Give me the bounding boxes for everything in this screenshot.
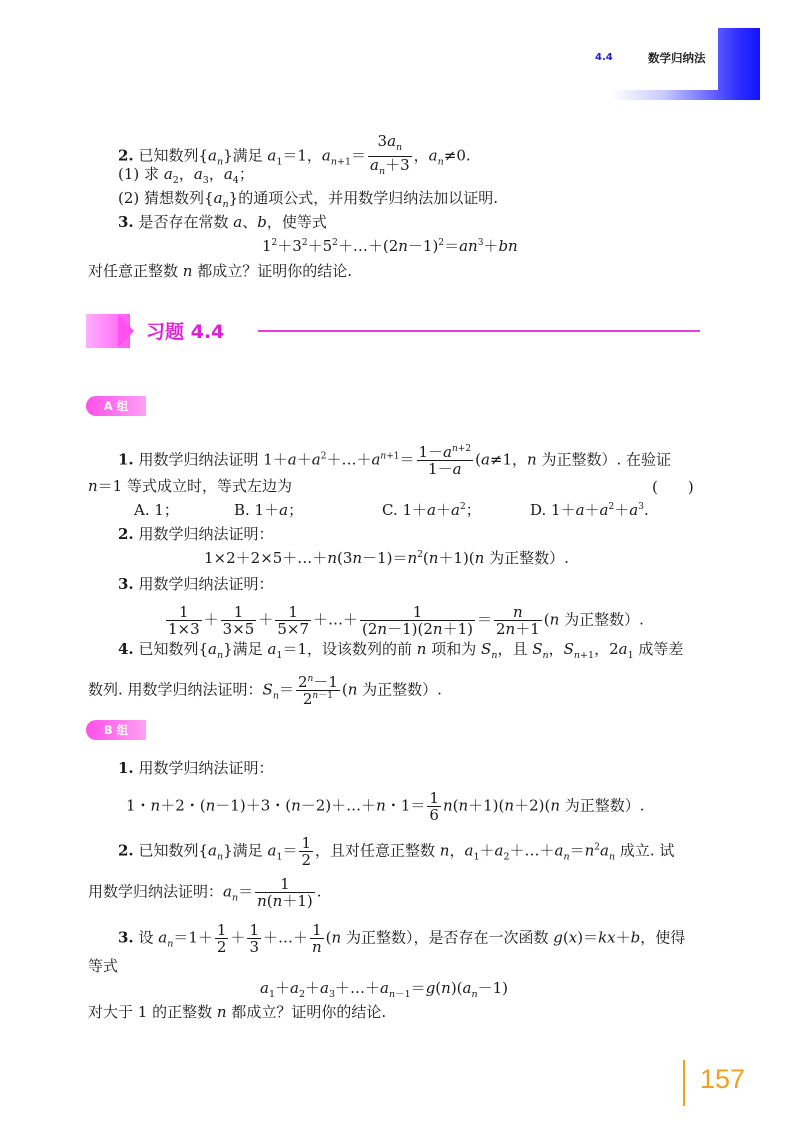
b-q2-line: 2. 已知数列$\{a_n\}$满足 $a_1=$ $\frac{1}{2}$ ，且对任意正整数 n，$a_1+a_2+\dots+a_n=n^2a_n$ 成立. 试 xyxy=(118,834,675,869)
b-q3-after: 对大于 1 的正整数 n 都成立？证明你的结论. xyxy=(88,1003,387,1021)
b-q3-line: 3. 设 $a_n=1+$ $\frac{1}{2}$ ＋ $\frac{1}{3}$ ＋…＋ $\frac{1}{n}$ (n 为正整数），是否存在一次函数 g(x)＝kx＋b，使得 xyxy=(118,921,686,956)
a-q2-line: 2. 用数学归纳法证明： xyxy=(118,525,274,543)
sn-fraction: $\frac{2^n-1}{2^{n-1}}$ xyxy=(297,673,338,708)
group-b-tag: B 组 xyxy=(86,720,146,740)
section-title-rule xyxy=(258,330,700,332)
prev-q3-after: 对任意正整数 n 都成立？证明你的结论. xyxy=(88,262,353,280)
prev-q2-sub1: (1) 求 $a_2$，$a_3$，$a_4$； xyxy=(118,165,254,186)
a-q1-answer-bracket: ( ) xyxy=(652,478,694,496)
a-q1-line2: n＝1 等式成立时，等式左边为 xyxy=(88,477,292,495)
b-q3-equation: $a_1+a_2+a_3+\dots+a_{n-1}=g(n)(a_n-1)$ xyxy=(260,979,509,1000)
prev-q3-line: 3. 是否存在常数 a、b，使等式 xyxy=(118,213,327,231)
a-q3-line: 3. 用数学归纳法证明： xyxy=(118,575,274,593)
a-q1-option-b: B. 1＋a； xyxy=(234,501,304,519)
group-a-tag: A 组 xyxy=(86,396,146,416)
b-q1-number: 1. xyxy=(118,759,134,777)
prev-q2-number: 2. xyxy=(118,146,134,165)
a-q4-line2: 数列. 用数学归纳法证明：$S_n=$ $\frac{2^n-1}{2^{n-1}}$ (n 为正整数）. xyxy=(88,673,442,708)
page-number-rule xyxy=(683,1060,685,1106)
section-banner-arrow xyxy=(118,314,134,348)
page-number: 157 xyxy=(700,1064,746,1094)
b-q1-line: 1. 用数学归纳法证明： xyxy=(118,759,274,777)
a-q1-number: 1. xyxy=(118,450,134,469)
a-q1-option-d: D. $1+a+a^2+a^3$. xyxy=(530,501,649,519)
a-q2-number: 2. xyxy=(118,525,134,543)
a-q3-equation: $\frac{1}{1\times 3}$ ＋ $\frac{1}{3\times 5}$ ＋ $\frac{1}{5\times 7}$ ＋…＋ $\frac{1}{(2n-1)(2n+1)}$ ＝ $\frac{n}{2n+1}$ (n 为正整数）. xyxy=(168,603,644,638)
prev-q2-sub2: (2) 猜想数列$\{a_n\}$的通项公式，并用数学归纳法加以证明. xyxy=(118,189,498,210)
header-section-title: 数学归纳法 xyxy=(648,51,706,65)
header-section-number: 4.4 xyxy=(595,52,613,63)
a-q4-number: 4. xyxy=(118,640,134,658)
a-q2-equation: $1\times 2+2\times 5+\dots+n(3n-1)=n^2(n+1)(n$ 为正整数）. xyxy=(204,549,569,567)
prev-q3-number: 3. xyxy=(118,213,134,231)
prev-q3-equation: $1^2+3^2+5^2+\dots+(2n-1)^2=an^3+bn$ xyxy=(262,237,518,255)
geometric-sum-fraction: $\frac{1-a^{n+2}}{1-a}$ xyxy=(418,443,472,478)
b-q1-equation: 1・n＋2・(n－1)＋3・(n－2)＋…＋n・1＝ $\frac{1}{6}$ n(n＋1)(n＋2)(n 为正整数）. xyxy=(126,789,645,824)
a-q1-option-c: C. $1+a+a^2$； xyxy=(382,501,481,519)
prev-q2-line: 2. 已知数列$\{a_n\}$满足 $a_1=1$，$a_{n+1}=$ $\frac{3a_n}{a_n+3}$ ，$a_n\ne 0$. xyxy=(118,133,471,180)
a-q4-line: 4. 已知数列$\{a_n\}$满足 $a_1=1$，设该数列的前 n 项和为 $S_n$，且 $S_n$，$S_{n+1}$，$2a_1$ 成等差 xyxy=(118,640,684,661)
a-q3-number: 3. xyxy=(118,575,134,593)
b-q3-number: 3. xyxy=(118,928,134,947)
b-q2-number: 2. xyxy=(118,841,134,860)
a-q1-line: 1. 用数学归纳法证明 $1+a+a^2+\dots+a^{n+1}=$ $\frac{1-a^{n+2}}{1-a}$ (a≠1，n 为正整数）. 在验证 xyxy=(118,443,672,478)
recurrence-fraction: $\frac{3a_n}{a_n+3}$ xyxy=(370,132,410,177)
b-q3-line2: 等式 xyxy=(88,957,119,975)
section-title: 习题 4.4 xyxy=(146,321,225,343)
b-q2-line2: 用数学归纳法证明：$a_n=$ $\frac{1}{n(n+1)}$ . xyxy=(88,875,322,910)
a-q1-option-a: A. 1； xyxy=(134,501,179,519)
